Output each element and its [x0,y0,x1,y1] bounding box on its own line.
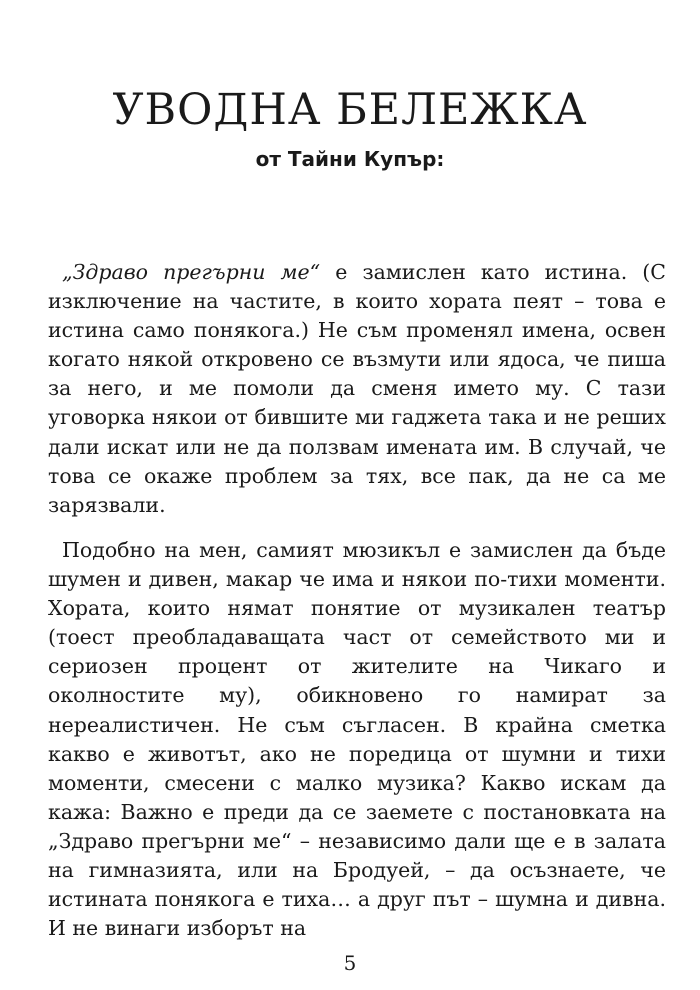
page-subtitle: от Тайни Купър: [255,147,445,171]
page-title: УВОДНА БЕЛЕЖКА [112,85,588,135]
paragraph-2-text: Подобно на мен, самият мюзикъл е замислен да бъде шумен и дивен, макар че има и някои по-тихи моменти. Хората, които нямат понятие от музикален театър (тоест преобладаващата част от семейството ми и сериозен процент от жителите на Чикаго и околностите му), обикновено го намират за нереалистичен. Не съм съгласен. В крайна сметка какво е животът, ако не поредица от шумни и тихи моменти, смесени с малко музика? Какво искам да кажа: Важно е преди да се заемете с постановката на „Здраво прегърни ме“ – независимо дали ще е в залата на гимназията, или на Бродуей, – да осъзнаете, че истината понякога е тиха… а друг път – шумна и дивна. И не винаги изборът на [48,538,666,941]
paragraph-1-text: е замислен като истина. (С изключение на частите, в които хората пеят – това е истина само понякога.) Не съм променял имена, освен когато някой откровено се възмути или ядоса, че пиша за него, и ме помоли да сменя името му. С тази уговорка някои от бившите ми гаджета така и не реших дали искат или не да ползвам имената им. В случай, че това се окаже проблем за тях, все пак, да не са ме зарязвали. [48,260,666,517]
paragraph-2 [48,536,666,943]
paragraph-1 [48,258,666,520]
paragraph-1-italic-opening: „Здраво прегърни ме“ [62,260,321,284]
page-number: 5 [343,951,357,975]
